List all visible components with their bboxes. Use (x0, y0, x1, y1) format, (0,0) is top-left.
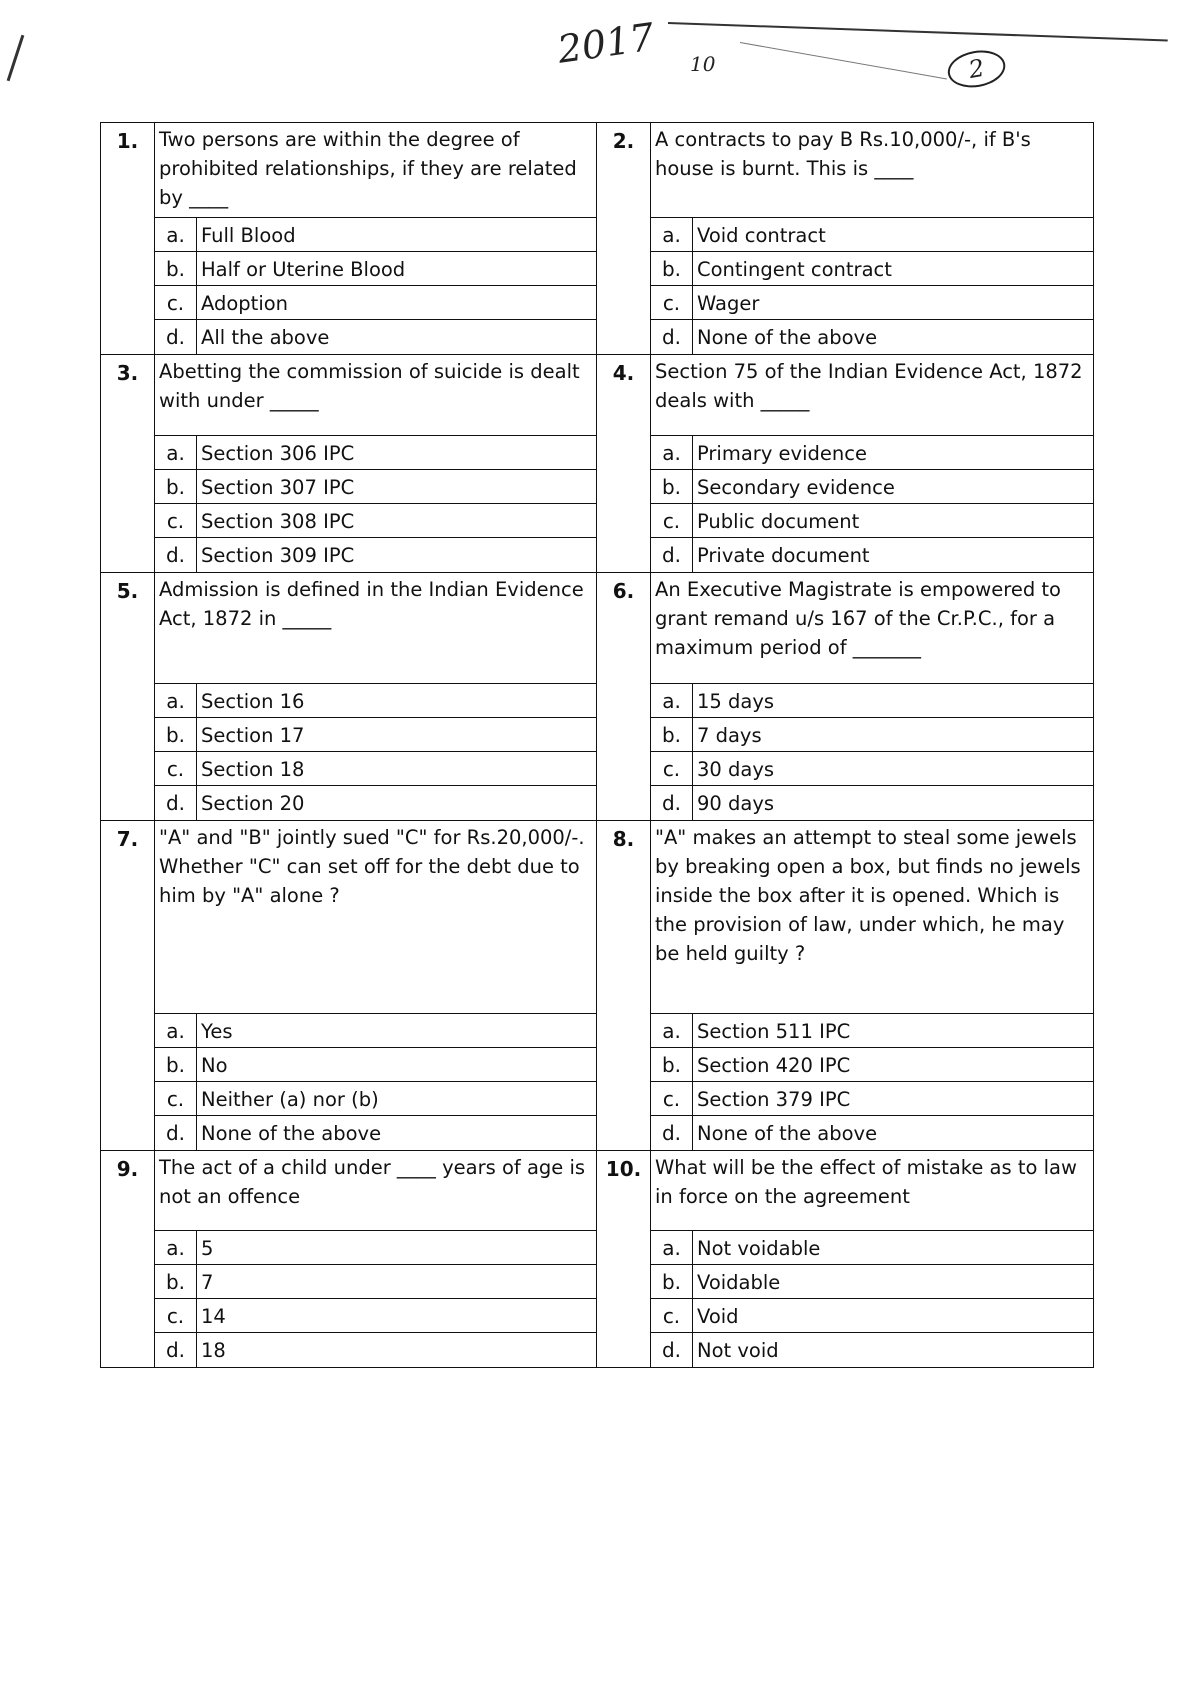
option-letter: c. (651, 504, 693, 538)
option-text: None of the above (201, 1121, 382, 1145)
question-text: Section 75 of the Indian Evidence Act, 1872 deals with _____ (651, 355, 1093, 436)
question-number: 1. (101, 123, 155, 354)
question-text: "A" makes an attempt to steal some jewels by breaking open a box, but finds no jewels inside the box after it is opened. Which is the provision of law, under which, he may be held guilty ? (651, 821, 1093, 1014)
answer-option (155, 1082, 596, 1116)
option-text: Contingent contract (697, 257, 892, 281)
option-text: Primary evidence (697, 441, 867, 465)
option-text: 30 days (697, 757, 775, 781)
option-letter: c. (155, 286, 197, 320)
answer-option (155, 1116, 596, 1150)
question-number: 4. (597, 355, 651, 572)
option-text: Section 20 (201, 791, 305, 815)
question-text: A contracts to pay B Rs.10,000/-, if B's house is burnt. This is ____ (651, 123, 1093, 218)
option-text: Section 18 (201, 757, 305, 781)
option-text: 14 (201, 1304, 226, 1328)
option-text: Section 307 IPC (201, 475, 355, 499)
question-body (155, 821, 596, 1150)
question-number: 10. (597, 1151, 651, 1367)
option-text: 7 (201, 1270, 214, 1294)
option-text: 15 days (697, 689, 775, 713)
option-letter: b. (651, 718, 693, 752)
option-text: Section 420 IPC (697, 1053, 851, 1077)
answer-option (651, 1116, 1093, 1150)
question-3 (101, 355, 597, 573)
question-body (651, 355, 1093, 572)
option-text: Neither (a) nor (b) (201, 1087, 379, 1111)
answer-option (155, 786, 596, 820)
option-letter: c. (155, 1082, 197, 1116)
option-letter: d. (155, 786, 197, 820)
option-letter: b. (155, 1048, 197, 1082)
option-text: No (201, 1053, 228, 1077)
option-text: Full Blood (201, 223, 296, 247)
question-number: 3. (101, 355, 155, 572)
question-4 (597, 355, 1093, 573)
option-text: Public document (697, 509, 860, 533)
option-letter: d. (651, 1116, 693, 1150)
answer-option (651, 1048, 1093, 1082)
answer-option (651, 436, 1093, 470)
question-body (651, 821, 1093, 1150)
option-text: 5 (201, 1236, 214, 1260)
question-number: 6. (597, 573, 651, 820)
option-letter: c. (651, 752, 693, 786)
option-text: 90 days (697, 791, 775, 815)
answer-option (155, 436, 596, 470)
option-text: Section 308 IPC (201, 509, 355, 533)
option-letter: c. (651, 1082, 693, 1116)
question-body (155, 1151, 596, 1367)
option-text: Void (697, 1304, 739, 1328)
question-text: An Executive Magistrate is empowered to grant remand u/s 167 of the Cr.P.C., for a maximum period of _______ (651, 573, 1093, 684)
option-text: Section 17 (201, 723, 305, 747)
handwritten-strike-line (740, 42, 947, 79)
option-letter: d. (155, 538, 197, 572)
question-text: The act of a child under ____ years of age is not an offence (155, 1151, 596, 1231)
answer-option (155, 320, 596, 354)
option-text: All the above (201, 325, 330, 349)
answer-option (651, 1265, 1093, 1299)
option-letter: d. (155, 1333, 197, 1367)
answer-option (651, 718, 1093, 752)
question-table (100, 122, 1094, 1368)
question-6 (597, 573, 1093, 821)
question-2 (597, 123, 1093, 355)
question-1 (101, 123, 597, 355)
option-letter: c. (155, 752, 197, 786)
question-number: 7. (101, 821, 155, 1150)
option-letter: b. (155, 1265, 197, 1299)
answer-option (651, 218, 1093, 252)
answer-option (155, 470, 596, 504)
question-body (651, 1151, 1093, 1367)
option-letter: b. (651, 1265, 693, 1299)
option-letter: a. (651, 684, 693, 718)
question-body (155, 123, 596, 354)
option-text: Adoption (201, 291, 289, 315)
answer-option (155, 718, 596, 752)
handwritten-strike-line (668, 22, 1168, 41)
option-letter: d. (651, 786, 693, 820)
answer-option (155, 1231, 596, 1265)
answer-option (651, 538, 1093, 572)
option-text: None of the above (697, 1121, 878, 1145)
option-text: Not voidable (697, 1236, 821, 1260)
option-letter: a. (155, 436, 197, 470)
question-body (155, 573, 596, 820)
option-letter: c. (651, 286, 693, 320)
answer-option (155, 684, 596, 718)
question-body (651, 123, 1093, 354)
option-letter: d. (155, 1116, 197, 1150)
answer-option (651, 286, 1093, 320)
answer-option (651, 786, 1093, 820)
answer-option (651, 1014, 1093, 1048)
answer-option (155, 1299, 596, 1333)
option-text: Void contract (697, 223, 826, 247)
question-body (651, 573, 1093, 820)
answer-option (651, 252, 1093, 286)
option-text: Section 306 IPC (201, 441, 355, 465)
answer-option (651, 470, 1093, 504)
question-8 (597, 821, 1093, 1151)
answer-option (155, 252, 596, 286)
answer-option (651, 1231, 1093, 1265)
option-text: Not void (697, 1338, 779, 1362)
answer-option (155, 538, 596, 572)
option-letter: d. (155, 320, 197, 354)
option-letter: b. (651, 252, 693, 286)
answer-option (651, 752, 1093, 786)
question-text: Abetting the commission of suicide is dealt with under _____ (155, 355, 596, 436)
question-number: 2. (597, 123, 651, 354)
option-letter: d. (651, 1333, 693, 1367)
answer-option (155, 1048, 596, 1082)
option-letter: b. (651, 470, 693, 504)
answer-option (651, 504, 1093, 538)
option-text: Private document (697, 543, 870, 567)
question-number: 9. (101, 1151, 155, 1367)
question-9 (101, 1151, 597, 1367)
option-letter: b. (155, 718, 197, 752)
option-letter: a. (155, 1014, 197, 1048)
question-7 (101, 821, 597, 1151)
question-10 (597, 1151, 1093, 1367)
option-letter: b. (651, 1048, 693, 1082)
question-text: Admission is defined in the Indian Evidence Act, 1872 in _____ (155, 573, 596, 684)
option-letter: a. (155, 1231, 197, 1265)
answer-option (155, 1333, 596, 1367)
option-text: Wager (697, 291, 760, 315)
option-text: Voidable (697, 1270, 781, 1294)
option-letter: d. (651, 320, 693, 354)
question-number: 8. (597, 821, 651, 1150)
option-letter: a. (155, 218, 197, 252)
handwritten-number: 10 (690, 52, 716, 76)
option-text: 7 days (697, 723, 762, 747)
option-text: Section 16 (201, 689, 305, 713)
option-letter: c. (155, 504, 197, 538)
answer-option (651, 1082, 1093, 1116)
option-letter: a. (651, 218, 693, 252)
option-text: 18 (201, 1338, 226, 1362)
option-letter: b. (155, 252, 197, 286)
answer-option (155, 752, 596, 786)
answer-option (651, 320, 1093, 354)
question-text: "A" and "B" jointly sued "C" for Rs.20,000/-. Whether "C" can set off for the debt due to him by "A" alone ? (155, 821, 596, 1014)
option-letter: a. (155, 684, 197, 718)
option-text: None of the above (697, 325, 878, 349)
answer-option (155, 1265, 596, 1299)
question-text: What will be the effect of mistake as to law in force on the agreement (651, 1151, 1093, 1231)
answer-option (651, 1333, 1093, 1367)
option-text: Yes (201, 1019, 233, 1043)
option-letter: c. (651, 1299, 693, 1333)
option-letter: a. (651, 436, 693, 470)
answer-option (155, 504, 596, 538)
option-text: Section 511 IPC (697, 1019, 851, 1043)
option-letter: d. (651, 538, 693, 572)
option-letter: c. (155, 1299, 197, 1333)
question-5 (101, 573, 597, 821)
handwritten-year: 2017 (554, 14, 657, 72)
option-text: Secondary evidence (697, 475, 895, 499)
option-text: Half or Uterine Blood (201, 257, 406, 281)
option-text: Section 309 IPC (201, 543, 355, 567)
question-body (155, 355, 596, 572)
answer-option (651, 684, 1093, 718)
handwritten-page-mark: 2 (945, 46, 1008, 92)
answer-option (155, 286, 596, 320)
option-letter: b. (155, 470, 197, 504)
answer-option (155, 1014, 596, 1048)
option-text: Section 379 IPC (697, 1087, 851, 1111)
answer-option (155, 218, 596, 252)
pen-mark (7, 35, 25, 82)
question-text: Two persons are within the degree of prohibited relationships, if they are related by ____ (155, 123, 596, 218)
option-letter: a. (651, 1231, 693, 1265)
answer-option (651, 1299, 1093, 1333)
question-number: 5. (101, 573, 155, 820)
option-letter: a. (651, 1014, 693, 1048)
